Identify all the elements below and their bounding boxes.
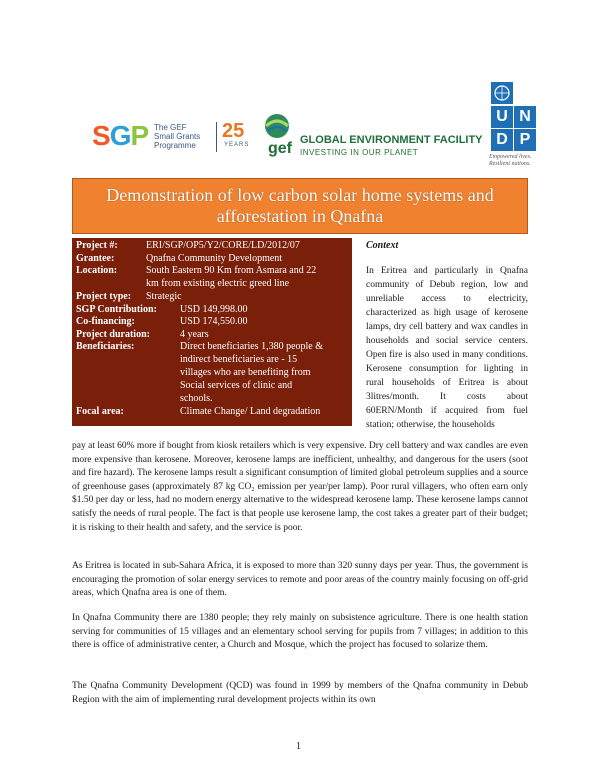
page-number: 1 [296, 741, 301, 752]
info-value: ERI/SGP/OP5/Y2/CORE/LD/2012/07 [146, 240, 300, 251]
info-label: Co-financing: [76, 316, 135, 327]
gef-title: GLOBAL ENVIRONMENT FACILITY [300, 134, 483, 146]
sgp-text-line: Programme [154, 141, 196, 150]
sgp-anniversary: 25 [222, 120, 245, 142]
info-value: USD 174,550.00 [180, 316, 248, 327]
sgp-text-line: The GEF [154, 123, 187, 132]
context-heading: Context [366, 240, 399, 251]
undp-logo [487, 82, 537, 172]
sgp-logo-letters: SGP [92, 120, 149, 151]
body-paragraph: In Qnafna Community there are 1380 people; they rely mainly on subsistence agriculture. There is one health station serving for communities of 15 villages and an elementary school serving for pupils from 7 villages; in addition to this there is office of administrative center, a Church and Mosque, which the project has focused to solarize them. [72, 613, 528, 651]
gef-tagline: INVESTING IN OUR PLANET [300, 148, 419, 157]
body-paragraph: The Qnafna Community Development (QCD) was found in 1999 by members of the Qnafna community in Debub Region with the aim of implementing rural development projects within its own [72, 681, 528, 705]
document-title: Demonstration of low carbon solar home systems and afforestation in Qnafna [106, 185, 494, 226]
sgp-logo-text [154, 123, 214, 150]
info-row [76, 341, 323, 354]
info-value: km from existing electric greed line [146, 277, 290, 289]
info-value: Direct beneficiaries 1,380 people & [180, 341, 323, 352]
info-value: 4 years [180, 328, 209, 340]
info-label: Location: [76, 265, 118, 276]
info-label: Focal area: [76, 406, 124, 417]
info-label: Project duration: [76, 328, 150, 340]
info-row [76, 303, 248, 317]
info-label: SGP Contribution: [76, 303, 157, 315]
project-info-box [72, 238, 352, 426]
info-label: Project #: [76, 240, 118, 251]
sgp-text-line: Small Grants [154, 132, 201, 141]
info-label: Project type: [76, 291, 132, 302]
undp-letter: D [491, 129, 513, 151]
document-title-banner [72, 178, 528, 234]
body-paragraph: pay at least 60% more if bought from kiosk retailers which is very expensive. Dry cell battery and wax candles are even more expensive than kerosene. Moreover, kerosene lamps are inefficient, unhealthy, and dangerous for the users (soot and fire hazard). The kerosene lamps result a significant consumption of limited global petroleum supplies and a source of greenhouse gases (approximately 87 kg CO₂ emission per year/per lamp). Poor rural villagers, who often earn only $1.50 per day or less, had no modern energy alternative to the widespread kerosene lamp. These kerosene lamps cannot satisfy the needs of rural people. The fact is that people use kerosene lamp, the cost takes a greater part of their budget; it is risking to their health and safety, and the service is poor. [72, 441, 528, 533]
info-label: Beneficiaries: [76, 341, 135, 352]
body-paragraph: As Eritrea is located in sub-Sahara Africa, it is exposed to more than 320 sunny days per year. Thus, the government is encouraging the promotion of solar energy services to remote and poor areas of the country mainly focusing on off-grid areas, which Qnafna area is one of them. [72, 561, 528, 599]
info-row [76, 265, 317, 278]
undp-letter: N [514, 106, 536, 128]
un-emblem-icon [491, 82, 513, 104]
gef-logo [258, 112, 488, 162]
info-row [76, 291, 182, 304]
info-row [76, 316, 248, 329]
info-value: South Eastern 90 Km from Asmara and 22 [146, 265, 317, 276]
info-value: indirect beneficiaries are - 15 [180, 354, 298, 365]
info-value: Social services of clinic and [180, 380, 293, 391]
context-text: In Eritrea and particularly in Qnafna community of Debub region, low and unreliable access to electricity, characterized as high usage of kerosene lamps, dry cell battery and wax candles in households and social service centers. Open fire is also used in many conditions. Kerosene consumption for lighting in rural households of Eritrea is about 3litres/month. It costs about 60ERN/Month if acquired from fuel station; otherwise, the households [366, 266, 528, 430]
info-label: Grantee: [76, 252, 115, 264]
info-value: Strategic [146, 291, 182, 302]
sgp-anniversary-word: YEARS [224, 142, 250, 148]
info-row [76, 328, 209, 342]
info-value: USD 149,998.00 [180, 303, 248, 315]
info-row [76, 240, 300, 253]
gef-word: gef [268, 140, 292, 157]
undp-letter: U [491, 106, 513, 128]
info-value: villages who are benefiting from [180, 367, 311, 378]
sgp-logo [92, 120, 250, 160]
undp-letter: P [514, 129, 536, 151]
info-row [76, 406, 321, 419]
info-value: Climate Change/ Land degradation [180, 406, 321, 417]
info-value: schools. [180, 393, 213, 404]
undp-slogan: Empowered lives. Resilient nations. [489, 154, 532, 167]
info-value: Qnafna Community Development [146, 252, 283, 264]
info-row [76, 252, 283, 266]
sgp-divider [216, 122, 217, 152]
